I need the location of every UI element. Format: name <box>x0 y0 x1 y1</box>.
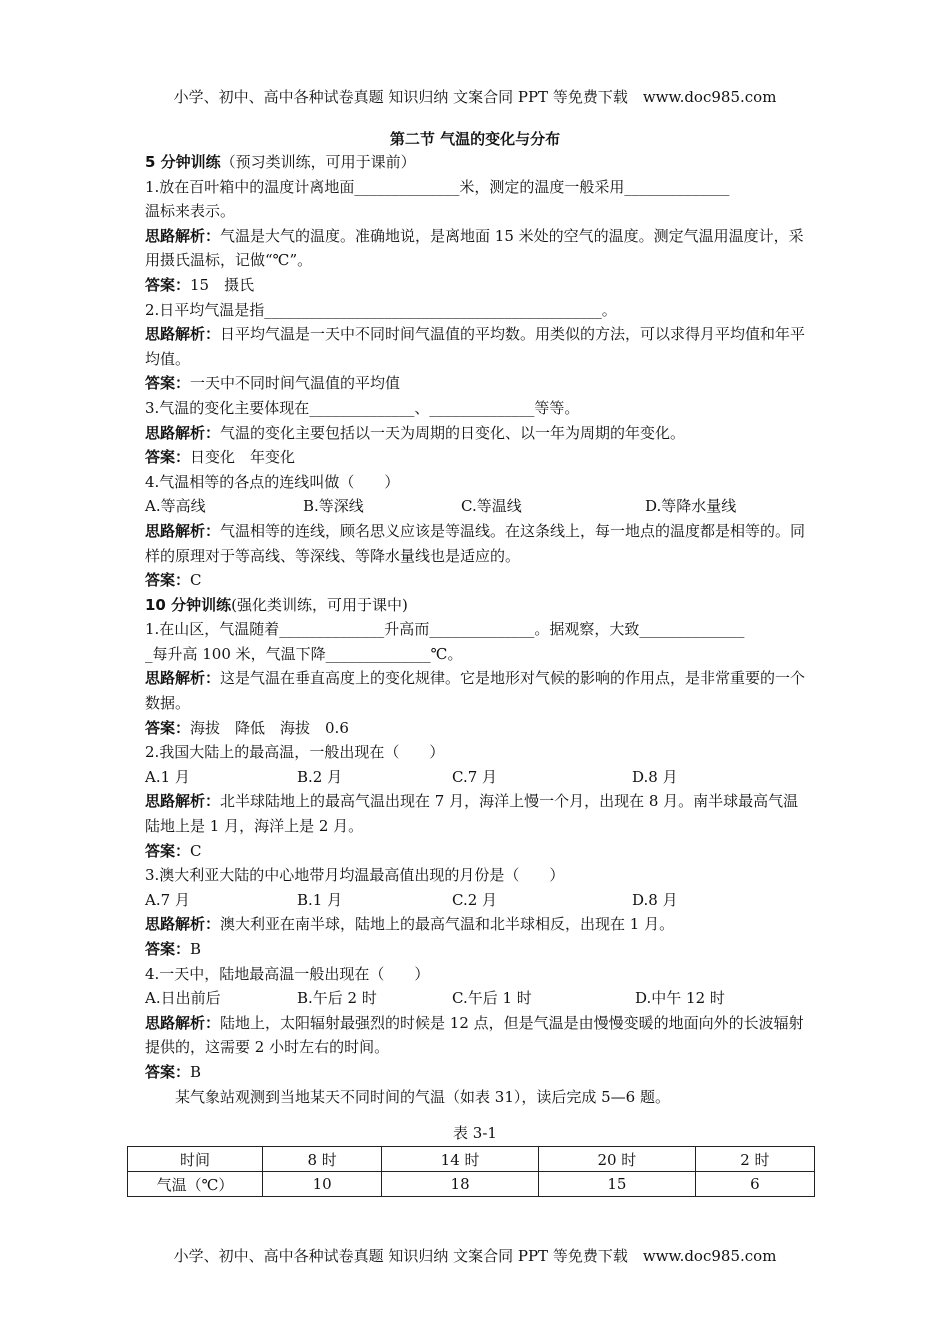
analysis-text: 这是气温在垂直高度上的变化规律。它是地形对气候的影响的作用点，是非常重要的一个数据。 <box>145 669 806 713</box>
answer-text: 海拔 降低 海拔 0.6 <box>190 718 349 737</box>
answer-2-3 <box>145 937 807 962</box>
analysis-text: 澳大利亚在南半球，陆地上的最高气温和北半球相反，出现在 1 月。 <box>220 915 675 934</box>
table-cell: 10 <box>263 1172 382 1197</box>
analysis-text: 陆地上，太阳辐射最强烈的时候是 12 点，但是气温是由慢慢变暖的地面向外的长波辐射提供的，这需要 2 小时左右的时间。 <box>145 1013 804 1057</box>
table-cell: 6 <box>695 1172 814 1197</box>
table-cell: 14 时 <box>382 1147 539 1172</box>
answer-label: 答案： <box>145 940 191 958</box>
option-d: D.等降水量线 <box>645 497 737 516</box>
answer-4 <box>145 568 807 593</box>
answer-label: 答案： <box>145 448 191 467</box>
analysis-4 <box>145 519 807 568</box>
answer-text: 一天中不同时间气温值的平均值 <box>190 374 401 393</box>
analysis-2-2 <box>145 789 807 838</box>
analysis-label: 思路解析： <box>145 521 221 540</box>
answer-text: B <box>190 1062 202 1081</box>
analysis-text: 日平均气温是一天中不同时间气温值的平均数。用类似的方法，可以求得月平均值和年平均值。 <box>145 325 806 368</box>
answer-label: 答案： <box>145 718 191 737</box>
option-d: D.8 月 <box>632 767 678 786</box>
question-4: 4.气温相等的各点的连线叫做（ ） <box>145 472 400 491</box>
answer-label: 答案： <box>145 841 191 860</box>
answer-text: 15 摄氏 <box>190 275 255 294</box>
table-cell: 8 时 <box>263 1147 382 1172</box>
heading-note: （预习类训练，可用于课前） <box>220 153 416 171</box>
table-cell: 时间 <box>128 1147 263 1172</box>
option-a: A.7 月 <box>145 890 190 909</box>
heading-bold: 10 分钟训练 <box>145 595 232 614</box>
analysis-label: 思路解析： <box>145 915 221 934</box>
table-caption: 表 3-1 <box>453 1124 497 1142</box>
temperature-table <box>127 1146 815 1197</box>
table-cell: 18 <box>382 1172 539 1197</box>
heading-note: (强化类训练，可用于课中) <box>231 595 408 614</box>
section-heading-5min <box>145 150 807 175</box>
table-cell: 15 <box>538 1172 695 1197</box>
option-c: C.2 月 <box>452 890 498 909</box>
option-b: B.1 月 <box>297 890 343 909</box>
page-header: 小学、初中、高中各种试卷真题 知识归纳 文案合同 PPT 等免费下载 www.doc985.com <box>173 88 777 106</box>
question-2-1-line2: _每升高 100 米，气温下降______________℃。 <box>145 644 463 663</box>
analysis-label: 思路解析： <box>145 423 221 442</box>
option-b: B.午后 2 时 <box>297 989 377 1008</box>
answer-2-4 <box>145 1060 807 1085</box>
option-b: B.等深线 <box>303 497 364 516</box>
analysis-label: 思路解析： <box>145 792 221 811</box>
answer-2 <box>145 371 807 396</box>
heading-bold: 5 分钟训练 <box>145 153 221 171</box>
question-2: 2.日平均气温是指_____________________________________________。 <box>145 300 617 319</box>
option-c: C.午后 1 时 <box>452 989 532 1008</box>
options-row <box>145 765 807 790</box>
page-footer: 小学、初中、高中各种试卷真题 知识归纳 文案合同 PPT 等免费下载 www.doc985.com <box>173 1247 777 1265</box>
analysis-3 <box>145 421 807 446</box>
table-row <box>128 1172 815 1197</box>
table-row <box>128 1147 815 1172</box>
answer-text: 日变化 年变化 <box>190 448 296 467</box>
question-2-4: 4.一天中，陆地最高温一般出现在（ ） <box>145 964 430 983</box>
answer-2-2 <box>145 839 807 864</box>
option-a: A.1 月 <box>145 767 190 786</box>
answer-3 <box>145 445 807 470</box>
table-cell: 气温（℃） <box>128 1172 263 1197</box>
question-2-1-line1: 1.在山区，气温随着______________升高而______________。据观察，大致______________ <box>145 620 745 639</box>
answer-text: C <box>190 571 202 590</box>
option-b: B.2 月 <box>297 767 343 786</box>
table-intro: 某气象站观测到当地某天不同时间的气温（如表 31），读后完成 5—6 题。 <box>175 1087 670 1106</box>
option-c: C.等温线 <box>461 497 522 516</box>
question-2-2: 2.我国大陆上的最高温，一般出现在（ ） <box>145 743 445 762</box>
analysis-2-3 <box>145 912 807 937</box>
answer-text: C <box>190 841 202 860</box>
answer-label: 答案： <box>145 1062 191 1081</box>
section-heading-10min <box>145 593 807 618</box>
analysis-text: 气温是大气的温度。准确地说，是离地面 15 米处的空气的温度。测定气温用温度计，采用摄氏温标，记做“℃”。 <box>145 226 804 270</box>
answer-1 <box>145 273 807 298</box>
section-title: 第二节 气温的变化与分布 <box>389 130 561 148</box>
option-a: A.等高线 <box>145 497 206 516</box>
analysis-label: 思路解析： <box>145 226 221 245</box>
question-3: 3.气温的变化主要体现在______________、______________等等。 <box>145 398 580 417</box>
question-1-line1: 1.放在百叶箱中的温度计离地面______________米，测定的温度一般采用______________ <box>145 177 730 196</box>
analysis-2-4 <box>145 1011 807 1060</box>
analysis-text: 气温的变化主要包括以一天为周期的日变化、以一年为周期的年变化。 <box>220 423 686 442</box>
table-cell: 2 时 <box>695 1147 814 1172</box>
analysis-2-1 <box>145 666 807 715</box>
analysis-1 <box>145 224 807 273</box>
options-row <box>145 986 807 1011</box>
analysis-text: 北半球陆地上的最高气温出现在 7 月，海洋上慢一个月，出现在 8 月。南半球最高气温陆地上是 1 月，海洋上是 2 月。 <box>145 792 799 836</box>
options-row <box>145 494 807 519</box>
question-2-3: 3.澳大利亚大陆的中心地带月均温最高值出现的月份是（ ） <box>145 866 565 885</box>
answer-label: 答案： <box>145 275 191 294</box>
question-1-line2: 温标来表示。 <box>145 202 236 221</box>
answer-label: 答案： <box>145 374 191 393</box>
answer-2-1 <box>145 716 807 741</box>
option-c: C.7 月 <box>452 767 498 786</box>
options-row <box>145 888 807 913</box>
analysis-label: 思路解析： <box>145 325 221 344</box>
table-cell: 20 时 <box>538 1147 695 1172</box>
analysis-text: 气温相等的连线，顾名思义应该是等温线。在这条线上，每一地点的温度都是相等的。同样的原理对于等高线、等深线、等降水量线也是适应的。 <box>145 521 806 565</box>
option-d: D.8 月 <box>632 890 678 909</box>
document-body <box>145 150 807 1109</box>
analysis-2 <box>145 322 807 371</box>
analysis-label: 思路解析： <box>145 1013 221 1032</box>
answer-text: B <box>190 940 202 958</box>
answer-label: 答案： <box>145 571 191 590</box>
option-d: D.中午 12 时 <box>635 989 725 1008</box>
option-a: A.日出前后 <box>145 989 221 1008</box>
analysis-label: 思路解析： <box>145 669 221 688</box>
